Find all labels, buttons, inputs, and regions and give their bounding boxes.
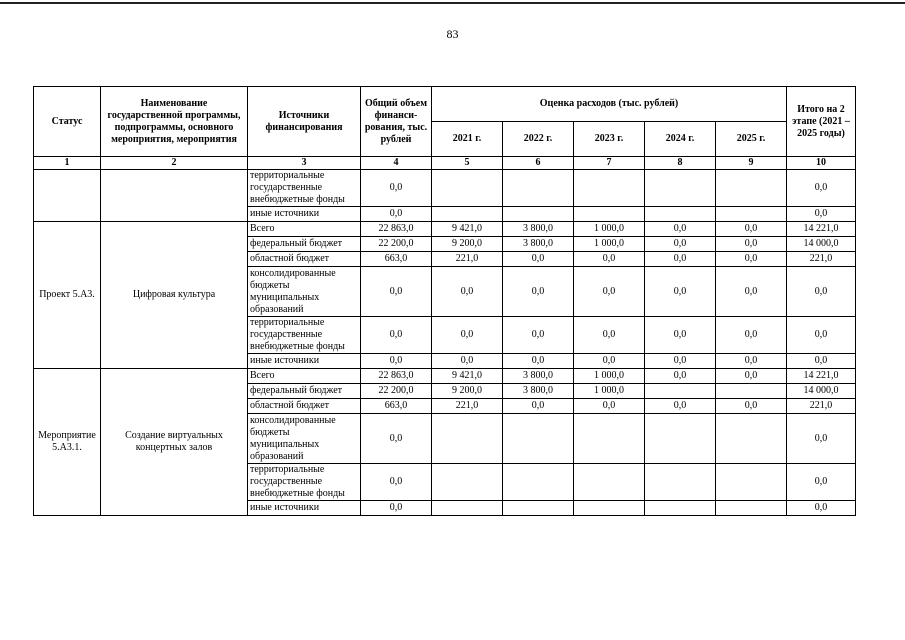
year-value-cell: 0,0 — [503, 399, 574, 414]
status-cell: Мероприятие 5.А3.1. — [34, 369, 101, 516]
total-cell: 22 200,0 — [361, 237, 432, 252]
total-cell: 0,0 — [361, 317, 432, 354]
year-value-cell: 0,0 — [716, 317, 787, 354]
year-value-cell — [645, 464, 716, 501]
year-value-cell: 0,0 — [574, 399, 645, 414]
year-value-cell: 0,0 — [645, 252, 716, 267]
year-value-cell: 221,0 — [432, 252, 503, 267]
year-value-cell: 0,0 — [645, 237, 716, 252]
total-cell: 0,0 — [361, 501, 432, 516]
year-value-cell: 0,0 — [645, 399, 716, 414]
year-value-cell — [503, 501, 574, 516]
year-value-cell — [432, 207, 503, 222]
year-value-cell: 0,0 — [716, 252, 787, 267]
header-status: Статус — [34, 87, 101, 157]
year-value-cell — [503, 170, 574, 207]
itogo-cell: 14 000,0 — [787, 384, 856, 399]
header-year: 2021 г. — [432, 122, 503, 157]
source-cell: иные источники — [248, 354, 361, 369]
header-source: Источники финансирования — [248, 87, 361, 157]
year-value-cell: 0,0 — [716, 237, 787, 252]
itogo-cell: 0,0 — [787, 267, 856, 317]
year-value-cell: 3 800,0 — [503, 384, 574, 399]
itogo-cell: 14 000,0 — [787, 237, 856, 252]
year-value-cell: 9 200,0 — [432, 384, 503, 399]
year-value-cell: 0,0 — [503, 267, 574, 317]
year-value-cell: 0,0 — [574, 354, 645, 369]
total-cell: 0,0 — [361, 414, 432, 464]
year-value-cell — [716, 384, 787, 399]
itogo-cell: 0,0 — [787, 464, 856, 501]
header-year: 2023 г. — [574, 122, 645, 157]
year-value-cell — [574, 501, 645, 516]
year-value-cell: 9 421,0 — [432, 369, 503, 384]
table-row — [34, 170, 856, 207]
source-cell: территориальные государственные внебюджетные фонды — [248, 317, 361, 354]
itogo-cell: 221,0 — [787, 252, 856, 267]
year-value-cell — [574, 207, 645, 222]
col-number: 9 — [716, 157, 787, 170]
total-cell: 0,0 — [361, 207, 432, 222]
total-cell: 22 200,0 — [361, 384, 432, 399]
status-cell — [34, 170, 101, 222]
year-value-cell: 0,0 — [645, 317, 716, 354]
source-cell: консолидированные бюджеты муниципальных образований — [248, 267, 361, 317]
name-cell — [101, 170, 248, 222]
header-total: Общий объем финанси-рования, тыс. рублей — [361, 87, 432, 157]
year-value-cell: 0,0 — [716, 399, 787, 414]
status-cell: Проект 5.А3. — [34, 222, 101, 369]
itogo-cell: 0,0 — [787, 354, 856, 369]
col-number: 5 — [432, 157, 503, 170]
year-value-cell: 0,0 — [432, 317, 503, 354]
source-cell: консолидированные бюджеты муниципальных образований — [248, 414, 361, 464]
year-value-cell: 0,0 — [574, 252, 645, 267]
itogo-cell: 14 221,0 — [787, 369, 856, 384]
source-cell: иные источники — [248, 207, 361, 222]
year-value-cell — [716, 501, 787, 516]
itogo-cell: 0,0 — [787, 414, 856, 464]
year-value-cell — [716, 414, 787, 464]
source-cell: федеральный бюджет — [248, 237, 361, 252]
source-cell: областной бюджет — [248, 399, 361, 414]
name-cell: Цифровая культура — [101, 222, 248, 369]
year-value-cell: 0,0 — [503, 354, 574, 369]
itogo-cell: 0,0 — [787, 317, 856, 354]
top-border-line — [0, 2, 905, 4]
year-value-cell: 3 800,0 — [503, 237, 574, 252]
col-number: 7 — [574, 157, 645, 170]
year-value-cell: 0,0 — [574, 267, 645, 317]
year-value-cell — [574, 414, 645, 464]
total-cell: 0,0 — [361, 464, 432, 501]
col-number: 8 — [645, 157, 716, 170]
column-number-row — [34, 157, 856, 170]
source-cell: Всего — [248, 222, 361, 237]
year-value-cell — [432, 414, 503, 464]
year-value-cell — [716, 207, 787, 222]
total-cell: 663,0 — [361, 252, 432, 267]
year-value-cell: 221,0 — [432, 399, 503, 414]
year-value-cell — [574, 170, 645, 207]
source-cell: федеральный бюджет — [248, 384, 361, 399]
header-itogo: Итого на 2 этапе (2021 – 2025 годы) — [787, 87, 856, 157]
year-value-cell: 0,0 — [716, 267, 787, 317]
itogo-cell: 0,0 — [787, 170, 856, 207]
year-value-cell: 0,0 — [645, 222, 716, 237]
source-cell: территориальные государственные внебюджетные фонды — [248, 170, 361, 207]
year-value-cell — [716, 170, 787, 207]
year-value-cell — [574, 464, 645, 501]
table-row — [34, 369, 856, 384]
source-cell: территориальные государственные внебюджетные фонды — [248, 464, 361, 501]
year-value-cell: 0,0 — [716, 222, 787, 237]
source-cell: иные источники — [248, 501, 361, 516]
year-value-cell: 3 800,0 — [503, 222, 574, 237]
year-value-cell: 1 000,0 — [574, 222, 645, 237]
year-value-cell — [645, 384, 716, 399]
year-value-cell: 0,0 — [716, 354, 787, 369]
year-value-cell: 0,0 — [432, 354, 503, 369]
year-value-cell: 3 800,0 — [503, 369, 574, 384]
year-value-cell — [503, 414, 574, 464]
year-value-cell — [645, 414, 716, 464]
header-estimate: Оценка расходов (тыс. рублей) — [432, 87, 787, 122]
year-value-cell: 0,0 — [503, 252, 574, 267]
year-value-cell: 1 000,0 — [574, 384, 645, 399]
itogo-cell: 14 221,0 — [787, 222, 856, 237]
year-value-cell: 0,0 — [645, 267, 716, 317]
itogo-cell: 0,0 — [787, 207, 856, 222]
year-value-cell: 1 000,0 — [574, 237, 645, 252]
table-body — [34, 170, 856, 516]
header-year: 2022 г. — [503, 122, 574, 157]
year-value-cell — [432, 464, 503, 501]
itogo-cell: 221,0 — [787, 399, 856, 414]
year-value-cell — [503, 207, 574, 222]
total-cell: 0,0 — [361, 267, 432, 317]
total-cell: 663,0 — [361, 399, 432, 414]
year-value-cell: 0,0 — [645, 354, 716, 369]
year-value-cell — [645, 207, 716, 222]
total-cell: 22 863,0 — [361, 369, 432, 384]
source-cell: Всего — [248, 369, 361, 384]
page-number: 83 — [446, 27, 459, 41]
year-value-cell — [716, 464, 787, 501]
year-value-cell: 0,0 — [432, 267, 503, 317]
year-value-cell: 0,0 — [716, 369, 787, 384]
header-year: 2024 г. — [645, 122, 716, 157]
itogo-cell: 0,0 — [787, 501, 856, 516]
col-number: 3 — [248, 157, 361, 170]
total-cell: 0,0 — [361, 170, 432, 207]
col-number: 4 — [361, 157, 432, 170]
year-value-cell — [432, 501, 503, 516]
year-value-cell: 1 000,0 — [574, 369, 645, 384]
table-row — [34, 222, 856, 237]
col-number: 2 — [101, 157, 248, 170]
year-value-cell: 0,0 — [645, 369, 716, 384]
year-value-cell: 9 421,0 — [432, 222, 503, 237]
year-value-cell: 9 200,0 — [432, 237, 503, 252]
col-number: 1 — [34, 157, 101, 170]
header-name: Наименование государственной программы, подпрограммы, основного мероприятия, мероприятия — [101, 87, 248, 157]
year-value-cell — [432, 170, 503, 207]
total-cell: 22 863,0 — [361, 222, 432, 237]
year-value-cell: 0,0 — [574, 317, 645, 354]
year-value-cell — [503, 464, 574, 501]
year-value-cell — [645, 501, 716, 516]
header-year: 2025 г. — [716, 122, 787, 157]
budget-table — [33, 86, 856, 516]
year-value-cell — [645, 170, 716, 207]
total-cell: 0,0 — [361, 354, 432, 369]
col-number: 10 — [787, 157, 856, 170]
source-cell: областной бюджет — [248, 252, 361, 267]
year-value-cell: 0,0 — [503, 317, 574, 354]
name-cell: Создание виртуальных концертных залов — [101, 369, 248, 516]
col-number: 6 — [503, 157, 574, 170]
